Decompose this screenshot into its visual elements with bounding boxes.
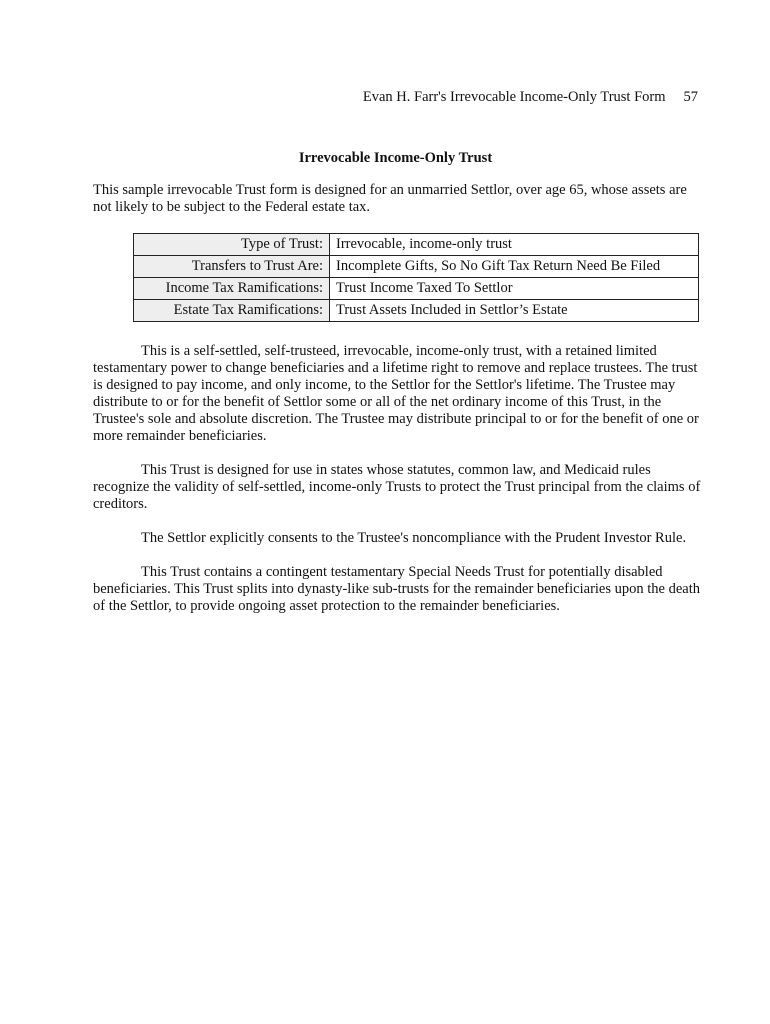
row-label: Type of Trust: <box>134 234 330 256</box>
body-paragraph: This Trust is designed for use in states whose statutes, common law, and Medicaid rules recognize the validity of self-settled, income-only Trusts to protect the Trust principal from the claims of creditors. <box>93 462 701 512</box>
row-label: Income Tax Ramifications: <box>134 278 330 300</box>
table-row <box>134 300 699 322</box>
row-value: Trust Assets Included in Settlor’s Estate <box>330 300 699 322</box>
running-header <box>300 89 698 106</box>
row-value: Trust Income Taxed To Settlor <box>330 278 699 300</box>
body-paragraph: This is a self-settled, self-trusteed, irrevocable, income-only trust, with a retained limited testamentary power to change beneficiaries and a lifetime right to remove and replace trustees. The trust is designed to pay income, and only income, to the Settlor for the Settlor's lifetime. The Trustee may distribute to or for the benefit of Settlor some or all of the net ordinary income of this Trust, in the Trustee's sole and absolute discretion. The Trustee may distribute principal to or for the benefit of one or more remainder beneficiaries. <box>93 343 699 444</box>
body-paragraph: The Settlor explicitly consents to the Trustee's noncompliance with the Prudent Investor Rule. <box>141 530 687 546</box>
running-header-title: Evan H. Farr's Irrevocable Income-Only Trust Form <box>362 89 666 105</box>
trust-summary-table <box>133 233 699 322</box>
document-title: Irrevocable Income-Only Trust <box>298 150 493 166</box>
intro-paragraph: This sample irrevocable Trust form is designed for an unmarried Settlor, over age 65, whose assets are not likely to be subject to the Federal estate tax. <box>93 182 687 215</box>
row-value: Irrevocable, income-only trust <box>330 234 699 256</box>
table-row <box>134 256 699 278</box>
page-number: 57 <box>683 89 698 105</box>
row-label: Transfers to Trust Are: <box>134 256 330 278</box>
table-row <box>134 278 699 300</box>
row-label: Estate Tax Ramifications: <box>134 300 330 322</box>
body-paragraph: This Trust contains a contingent testamentary Special Needs Trust for potentially disabled beneficiaries. This Trust splits into dynasty-like sub-trusts for the remainder beneficiaries upon the death of the Settlor, to provide ongoing asset protection to the remainder beneficiaries. <box>93 564 700 614</box>
body-text <box>93 343 705 632</box>
table-row <box>134 234 699 256</box>
row-value: Incomplete Gifts, So No Gift Tax Return Need Be Filed <box>330 256 699 278</box>
